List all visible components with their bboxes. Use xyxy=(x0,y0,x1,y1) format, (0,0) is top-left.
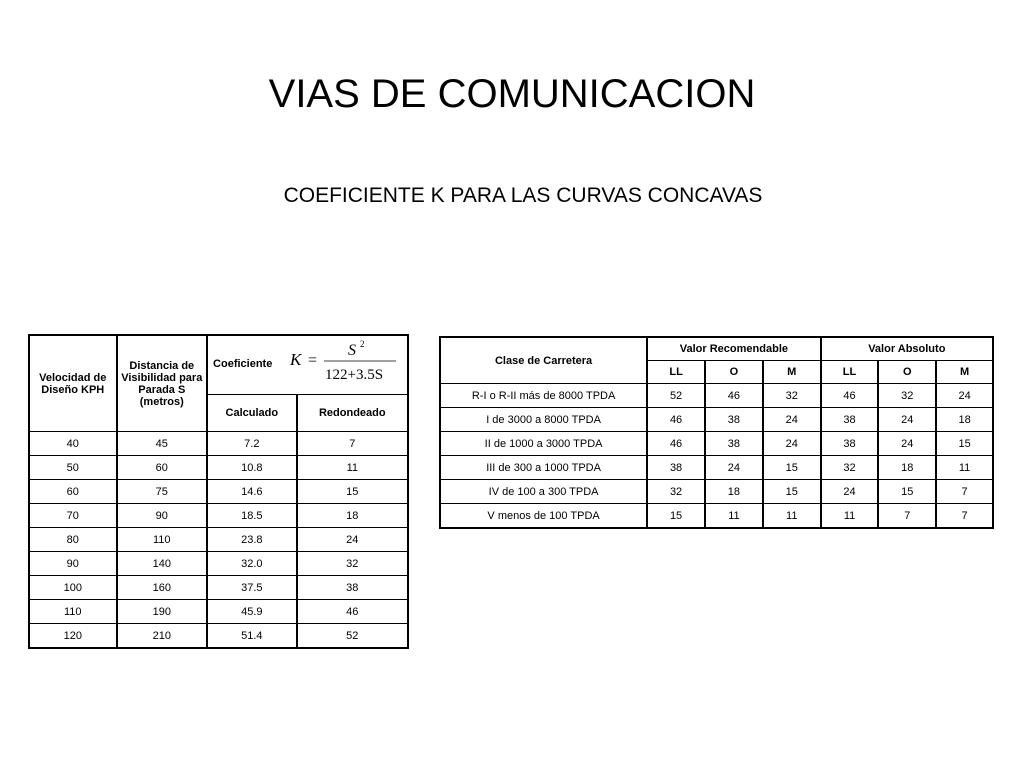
header-clase: Clase de Carretera xyxy=(440,337,647,384)
table-cell: 80 xyxy=(29,528,117,552)
table-cell: 11 xyxy=(763,504,821,529)
table-cell: 32 xyxy=(297,552,408,576)
table-cell: 14.6 xyxy=(207,480,297,504)
table-cell: 18 xyxy=(936,408,993,432)
table-cell: 24 xyxy=(297,528,408,552)
formula-exponent: 2 xyxy=(360,339,365,349)
table-cell: 46 xyxy=(647,432,705,456)
k-formula xyxy=(288,339,400,383)
table-cell: 38 xyxy=(821,432,879,456)
table-cell: 15 xyxy=(763,456,821,480)
table-cell: 70 xyxy=(29,504,117,528)
header-m: M xyxy=(936,361,993,384)
table-cell: 18 xyxy=(705,480,763,504)
table-cell: 75 xyxy=(117,480,208,504)
formula-k: K xyxy=(290,350,302,369)
table-header-row xyxy=(29,335,408,395)
table-cell: 51.4 xyxy=(207,624,297,649)
table-cell: 45.9 xyxy=(207,600,297,624)
table-cell: 24 xyxy=(763,432,821,456)
page-title: VIAS DE COMUNICACION xyxy=(268,72,756,116)
table-cell: 15 xyxy=(647,504,705,529)
formula-numerator: S xyxy=(348,342,357,359)
coeficiente-label: Coeficiente xyxy=(213,358,273,370)
road-class-table xyxy=(439,336,994,529)
table-cell: 40 xyxy=(29,432,117,456)
table-cell: 24 xyxy=(878,408,936,432)
table-cell: 38 xyxy=(297,576,408,600)
table-cell: 32 xyxy=(647,480,705,504)
table-row xyxy=(440,384,993,408)
table-cell: 11 xyxy=(705,504,763,529)
table-cell: 15 xyxy=(936,432,993,456)
table-cell: 37.5 xyxy=(207,576,297,600)
header-m: M xyxy=(763,361,821,384)
table-row xyxy=(440,408,993,432)
table-cell: 11 xyxy=(297,456,408,480)
table-row xyxy=(29,480,408,504)
table-cell: 24 xyxy=(878,432,936,456)
header-calculado: Calculado xyxy=(207,395,297,432)
header-valor-recomendable: Valor Recomendable xyxy=(647,337,820,361)
table-cell: 32 xyxy=(878,384,936,408)
table-row xyxy=(440,432,993,456)
k-coefficient-table xyxy=(28,334,409,649)
table-cell: 18 xyxy=(297,504,408,528)
table-cell: 24 xyxy=(821,480,879,504)
table-cell: 60 xyxy=(29,480,117,504)
table-row xyxy=(29,624,408,649)
table-cell: 18 xyxy=(878,456,936,480)
table-cell: 90 xyxy=(117,504,208,528)
header-redondeado: Redondeado xyxy=(297,395,408,432)
table-cell: 24 xyxy=(705,456,763,480)
table-row xyxy=(440,504,993,529)
table-cell: 38 xyxy=(705,408,763,432)
table-row xyxy=(29,504,408,528)
table-cell: 46 xyxy=(647,408,705,432)
table-cell: 32 xyxy=(763,384,821,408)
table-cell: III de 300 a 1000 TPDA xyxy=(440,456,647,480)
table-cell: 38 xyxy=(821,408,879,432)
table-row xyxy=(29,528,408,552)
table-cell: II de 1000 a 3000 TPDA xyxy=(440,432,647,456)
table-cell: 11 xyxy=(936,456,993,480)
formula-equals: = xyxy=(308,352,318,369)
table-cell: 38 xyxy=(705,432,763,456)
header-ll: LL xyxy=(821,361,879,384)
page-subtitle: COEFICIENTE K PARA LAS CURVAS CONCAVAS xyxy=(283,184,763,207)
table-cell: 210 xyxy=(117,624,208,649)
table-cell: 23.8 xyxy=(207,528,297,552)
table-header-row xyxy=(440,337,993,361)
table-cell: 46 xyxy=(821,384,879,408)
table-cell: 11 xyxy=(821,504,879,529)
table-cell: 24 xyxy=(763,408,821,432)
table-cell: 7 xyxy=(936,480,993,504)
table-cell: 46 xyxy=(297,600,408,624)
table-cell: 7 xyxy=(878,504,936,529)
header-o: O xyxy=(705,361,763,384)
table-cell: 38 xyxy=(647,456,705,480)
table-cell: 60 xyxy=(117,456,208,480)
table-cell: 190 xyxy=(117,600,208,624)
header-coeficiente xyxy=(207,335,408,395)
formula-denominator: 122+3.5S xyxy=(325,367,384,383)
table-cell: 24 xyxy=(936,384,993,408)
table-cell: 46 xyxy=(705,384,763,408)
table-row xyxy=(29,432,408,456)
table-cell: 120 xyxy=(29,624,117,649)
header-valor-absoluto: Valor Absoluto xyxy=(821,337,993,361)
table-cell: V menos de 100 TPDA xyxy=(440,504,647,529)
table-cell: I de 3000 a 8000 TPDA xyxy=(440,408,647,432)
table-cell: 110 xyxy=(117,528,208,552)
table-cell: 45 xyxy=(117,432,208,456)
table-body xyxy=(29,432,408,649)
table-cell: 7 xyxy=(297,432,408,456)
table-row xyxy=(440,456,993,480)
table-cell: 160 xyxy=(117,576,208,600)
table-cell: 32 xyxy=(821,456,879,480)
table-cell: 15 xyxy=(763,480,821,504)
table-row xyxy=(29,576,408,600)
table-cell: 140 xyxy=(117,552,208,576)
table-cell: 52 xyxy=(647,384,705,408)
header-distancia: Distancia de Visibilidad para Parada S (metros) xyxy=(117,335,208,432)
table-cell: 100 xyxy=(29,576,117,600)
table-cell: 18.5 xyxy=(207,504,297,528)
table-cell: 15 xyxy=(297,480,408,504)
table-row xyxy=(29,552,408,576)
table-cell: 7.2 xyxy=(207,432,297,456)
header-ll: LL xyxy=(647,361,705,384)
table-row xyxy=(29,456,408,480)
table-body xyxy=(440,384,993,529)
table-cell: 7 xyxy=(936,504,993,529)
table-cell: 50 xyxy=(29,456,117,480)
table-cell: 90 xyxy=(29,552,117,576)
table-cell: R-I o R-II más de 8000 TPDA xyxy=(440,384,647,408)
header-o: O xyxy=(878,361,936,384)
table-cell: 52 xyxy=(297,624,408,649)
header-velocidad: Velocidad de Diseño KPH xyxy=(29,335,117,432)
table-cell: 110 xyxy=(29,600,117,624)
table-cell: 15 xyxy=(878,480,936,504)
table-cell: 10.8 xyxy=(207,456,297,480)
table-cell: IV de 100 a 300 TPDA xyxy=(440,480,647,504)
table-row xyxy=(29,600,408,624)
table-row xyxy=(440,480,993,504)
table-cell: 32.0 xyxy=(207,552,297,576)
